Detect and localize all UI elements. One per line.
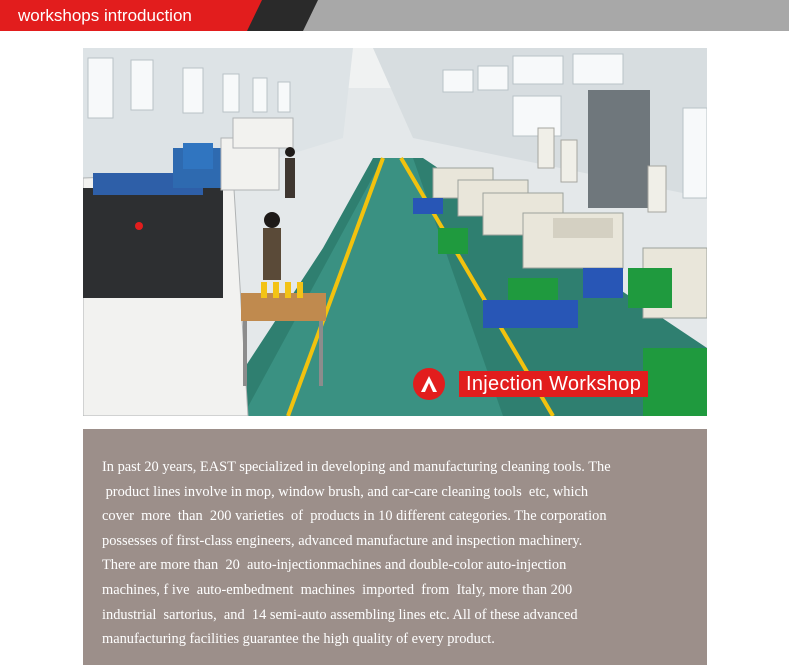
injection-workshop-badge: [413, 368, 648, 400]
east-logo-icon: [413, 368, 445, 400]
description-line: product lines involve in mop, window brush, and car-care cleaning tools etc, which: [102, 483, 589, 500]
description-line: possesses of first-class engineers, advanced manufacture and inspection machinery.: [102, 532, 583, 549]
description-line: manufacturing facilities guarantee the high quality of every product.: [102, 631, 495, 648]
workshop-photo: [83, 48, 707, 416]
description-line: cover more than 200 varieties of products in 10 different categories. The corporation: [102, 508, 607, 525]
header-gray-band: [290, 0, 789, 31]
description-panel: [83, 429, 707, 665]
description-line: There are more than 20 auto-injectionmachines and double-color auto-injection: [102, 557, 567, 574]
description-line: machines, f ive auto-embedment machines imported from Italy, more than 200: [102, 581, 573, 598]
injection-workshop-label: Injection Workshop: [459, 371, 648, 397]
description-text: [102, 455, 707, 652]
description-line: industrial sartorius, and 14 semi-auto assembling lines etc. All of these advanced: [102, 606, 578, 623]
section-header: [0, 0, 789, 31]
header-title: workshops introduction: [18, 6, 192, 25]
workshop-illustration: [83, 48, 707, 416]
description-line: In past 20 years, EAST specialized in developing and manufacturing cleaning tools. The: [102, 459, 611, 475]
